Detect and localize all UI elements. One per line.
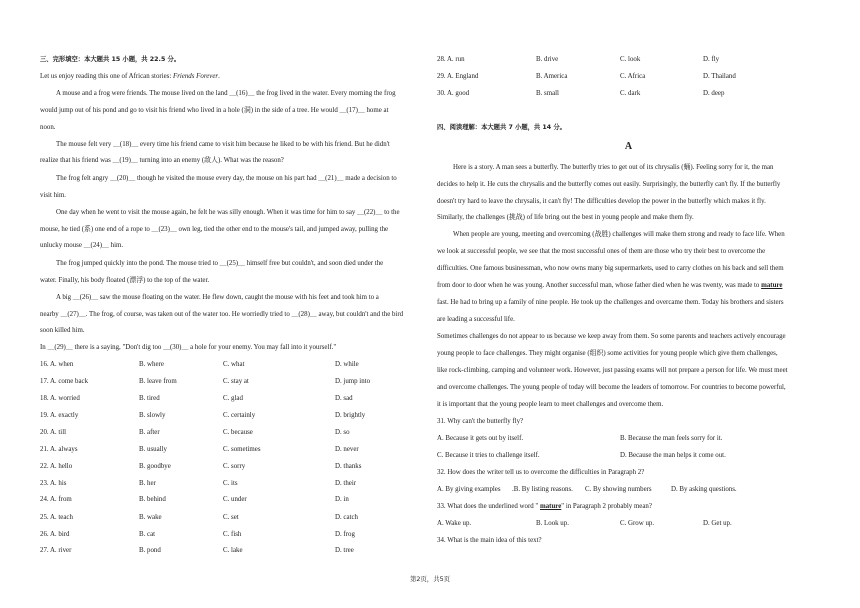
option-c: C. Africa — [620, 73, 646, 80]
option-c: C. because — [223, 429, 253, 436]
option-a: 27. A. river — [40, 547, 72, 554]
passage-line: water. Finally, his body floated (漂浮) to the top of the water. — [40, 277, 210, 284]
underlined-word: mature — [539, 503, 562, 510]
option-d: D. catch — [335, 514, 358, 521]
question-34: 34. What is the main idea of this text? — [437, 537, 542, 544]
option-a: 18. A. worried — [40, 395, 80, 402]
passage-line: The mouse felt very ＿(18)＿ every time his friend came to visit him because he liked to be with his friend. But he didn't — [56, 141, 390, 148]
underlined-word: mature — [761, 282, 783, 289]
story-title: Friends Forever — [173, 73, 219, 80]
option-c: C. certainly — [223, 412, 256, 419]
reading-section-heading: 四、阅读理解：本大题共 7 小题，共 14 分。 — [437, 124, 566, 131]
option-b: B. after — [139, 429, 160, 436]
option-a: 19. A. exactly — [40, 412, 79, 419]
passage-line: One day when he went to visit the mouse again, he felt he was silly enough. When it was time for him to say ＿(22)＿ to the — [56, 209, 400, 216]
option-b: B. usually — [139, 446, 167, 453]
option-c: C. fish — [223, 531, 242, 538]
option-c: C. under — [223, 496, 247, 503]
passage-line: are leading a successful life. — [437, 316, 515, 323]
passage-line: like rock-climbing, camping and volunteer work. However, just passing exams will not prepare a person for life. We must meet — [437, 367, 788, 374]
option-d: D. deep — [703, 90, 725, 97]
option-b: B. America — [536, 73, 568, 80]
option-a: A. Because it gets out by itself. — [437, 435, 524, 442]
passage-line: mouse, he tied (系) one end of a rope to ＿(23)＿ own leg, tied the other end to the mouse's tail, and jumped away, pulling the — [40, 226, 389, 233]
passage-letter: A — [624, 141, 633, 152]
passage-line: realize that his friend was ＿(19)＿ turning into an enemy (敌人). What was the reason? — [40, 157, 284, 164]
option-a: A. By giving examples — [437, 486, 501, 493]
option-b: B. behind — [139, 496, 166, 503]
option-a: 23. A. his — [40, 480, 67, 487]
option-c: C. By showing numbers — [585, 486, 652, 493]
option-d: D. Because the man helps it come out. — [620, 452, 726, 459]
passage-line: it is important that the young people learn to meet challenges and overcome them. — [437, 401, 664, 408]
passage-line: we look at successful people, we see that the most successful ones of them are those who try their best to overcome the — [437, 248, 766, 255]
option-a: 20. A. till — [40, 429, 67, 436]
passage-line: When people are young, meeting and overcoming (战胜) challenges will make them strong and ready to face life. When — [453, 231, 785, 238]
passage-line: Here is a story. A man sees a butterfly. The butterfly tries to get out of its chrysalis (蛹). Feeling sorry for it, the man — [453, 164, 774, 171]
option-d: D. jump into — [335, 378, 371, 385]
page-number: 第2页，共5页 — [409, 575, 451, 583]
option-d: D. never — [335, 446, 359, 453]
option-d: D. sad — [335, 395, 353, 402]
option-c: C. stay at — [223, 378, 249, 385]
option-d: D. brightly — [335, 412, 366, 419]
option-c: C. lake — [223, 547, 243, 554]
option-a: A. Wake up. — [437, 520, 472, 527]
option-a: 26. A. bird — [40, 531, 70, 538]
option-b: .B. By listing reasons. — [512, 486, 573, 493]
passage-line: from door to door when he was young. Another successful man, whose father died when he was twenty, was made to mature — [437, 282, 783, 289]
option-b: B. Because the man feels sorry for it. — [620, 435, 723, 442]
option-d: D. frog — [335, 531, 355, 538]
passage-line: difficulties. One famous businessman, who now owns many big supermarkets, used to carry clothes on his back and sell them — [437, 265, 784, 272]
option-b: B. slowly — [139, 412, 166, 419]
passage-line: young people to face challenges. They might organise (组织) some activities for young people which give them challenges, — [437, 350, 778, 357]
option-a: 30. A. good — [437, 90, 470, 97]
option-a: 24. A. from — [40, 496, 72, 503]
option-c: C. glad — [223, 395, 243, 402]
option-c: C. look — [620, 56, 641, 63]
question-32: 32. How does the writer tell us to overcome the difficulties in Paragraph 2? — [437, 469, 645, 476]
question-33: 33. What does the underlined word " mature" in Paragraph 2 probably mean? — [437, 503, 652, 510]
option-d: D. Get up. — [703, 520, 732, 527]
passage-line: The frog jumped quickly into the pond. The mouse tried to ＿(25)＿ himself free but couldn't, and soon died under the — [56, 260, 384, 267]
story-intro: Let us enjoy reading this one of African stories: Friends Forever. — [40, 73, 220, 80]
option-b: B. Look up. — [536, 520, 569, 527]
option-b: B. small — [536, 90, 559, 97]
option-b: B. cat — [139, 531, 156, 538]
passage-line: fast. He had to bring up a family of nine people. He took up the challenges and overcame them. Today his brothers and sisters — [437, 299, 784, 306]
option-b: B. goodbye — [139, 463, 171, 470]
passage-line: unlucky mouse ＿(24)＿ him. — [40, 242, 124, 249]
question-31: 31. Why can't the butterfly fly? — [437, 418, 524, 425]
option-a: 16. A. when — [40, 361, 74, 368]
option-b: B. wake — [139, 514, 162, 521]
option-d: D. their — [335, 480, 357, 487]
option-b: B. pond — [139, 547, 161, 554]
passage-line: Similarly, the challenges (挑战) of life bring out the best in young people and make them fly. — [437, 214, 694, 221]
option-b: B. tired — [139, 395, 160, 402]
option-c: C. what — [223, 361, 245, 368]
option-b: B. drive — [536, 56, 559, 63]
passage-line: In ＿(29)＿ there is a saying, "Don't dig too ＿(30)＿ a hole for your enemy. You may fall into it yourself." — [40, 344, 337, 351]
passage-line: The frog felt angry ＿(20)＿ though he visited the mouse every day, the mouse on his part had ＿(21)＿ made a decision to — [56, 175, 397, 182]
passage-line: noon. — [40, 124, 56, 131]
passage-line: and overcome challenges. The young people of today will become the leaders of tomorrow. For countries to become powerful, — [437, 384, 786, 391]
option-c: C. sometimes — [223, 446, 261, 453]
option-d: D. fly — [703, 56, 720, 63]
passage-line: doesn't try hard to leave the chrysalis, it can't fly! The difficulties develop the power in the butterfly which makes it fly. — [437, 198, 766, 205]
option-d: D. so — [335, 429, 350, 436]
option-c: C. set — [223, 514, 239, 521]
option-c: C. sorry — [223, 463, 246, 470]
option-a: 29. A. England — [437, 73, 479, 80]
option-d: D. By asking questions. — [671, 486, 737, 493]
option-c: C. Grow up. — [620, 520, 655, 527]
option-a: 21. A. always — [40, 446, 78, 453]
option-d: D. while — [335, 361, 359, 368]
option-c: C. Because it tries to challenge itself. — [437, 452, 540, 459]
option-c: C. dark — [620, 90, 641, 97]
passage-line: soon killed him. — [40, 327, 85, 334]
option-a: 28. A. run — [437, 56, 465, 63]
passage-line: decides to help it. He cuts the chrysalis and the butterfly comes out easily. Surprisingly, the butterfly can't fly. If the butterfly — [437, 181, 781, 188]
option-b: B. where — [139, 361, 164, 368]
option-b: B. her — [139, 480, 156, 487]
passage-line: A big ＿(26)＿ saw the mouse floating on the water. He flew down, caught the mouse with his feet and took him to a — [56, 294, 379, 301]
option-c: C. its — [223, 480, 238, 487]
passage-line: A mouse and a frog were friends. The mouse lived on the land ＿(16)＿ the frog lived in the water. Every morning the frog — [56, 90, 396, 97]
cloze-section-heading: 三、完形填空：本大题共 15 小题，共 22.5 分。 — [40, 56, 181, 63]
option-a: 22. A. hello — [40, 463, 73, 470]
passage-line: would jump out of his pond and go to visit his friend who lived in a hole (洞) in the side of a tree. He would ＿(17)＿ home at — [40, 107, 389, 114]
option-d: D. tree — [335, 547, 354, 554]
option-d: D. Thailand — [703, 73, 736, 80]
passage-line: Sometimes challenges do not appear to us because we keep away from them. So some parents and teachers actively encourage — [437, 333, 786, 340]
option-a: 17. A. come back — [40, 378, 89, 385]
option-a: 25. A. teach — [40, 514, 73, 521]
passage-line: nearby ＿(27)＿. The frog, of course, was taken out of the water too. He worriedly tried to ＿(28)＿ away, but couldn't and the bird — [40, 311, 404, 318]
option-d: D. in — [335, 496, 349, 503]
option-d: D. thanks — [335, 463, 362, 470]
passage-line: visit him. — [40, 192, 67, 199]
option-b: B. leave from — [139, 378, 177, 385]
